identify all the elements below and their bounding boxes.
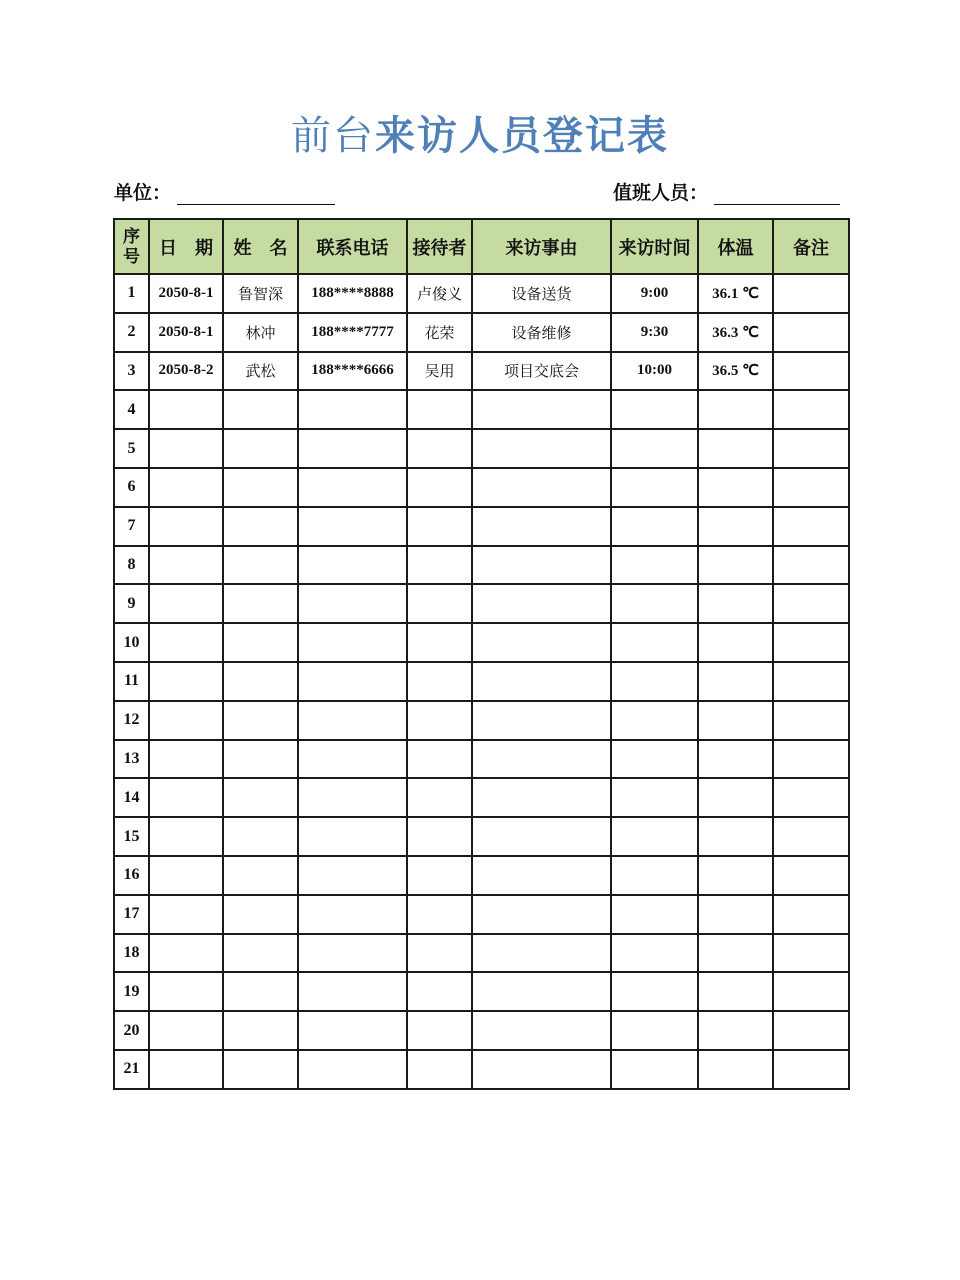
table-row: [114, 856, 849, 895]
cell-note[interactable]: [773, 468, 849, 507]
cell-note[interactable]: [773, 972, 849, 1011]
cell-note[interactable]: [773, 662, 849, 701]
cell-reason[interactable]: [472, 972, 611, 1011]
table-row: [114, 468, 849, 507]
cell-note[interactable]: [773, 546, 849, 585]
unit-label: 单位：: [114, 182, 172, 204]
table-row: [114, 778, 849, 817]
header-seq: 序号: [114, 219, 149, 274]
header-time: 来访时间: [611, 219, 698, 274]
cell-name[interactable]: [223, 740, 298, 779]
cell-time[interactable]: [611, 701, 698, 740]
cell-phone[interactable]: [298, 934, 407, 973]
cell-name[interactable]: 鲁智深: [223, 274, 298, 313]
table-row: [114, 934, 849, 973]
cell-no: 19: [114, 972, 149, 1011]
cell-phone[interactable]: [298, 895, 407, 934]
cell-note[interactable]: [773, 817, 849, 856]
cell-phone[interactable]: [298, 817, 407, 856]
cell-reason[interactable]: [472, 856, 611, 895]
cell-name[interactable]: 武松: [223, 352, 298, 391]
cell-phone[interactable]: [298, 778, 407, 817]
cell-date[interactable]: [149, 701, 223, 740]
cell-reason[interactable]: [472, 507, 611, 546]
cell-receiver[interactable]: [407, 662, 472, 701]
page-title: [0, 104, 960, 161]
cell-name[interactable]: [223, 895, 298, 934]
table-row: [114, 313, 849, 352]
cell-phone[interactable]: [298, 740, 407, 779]
cell-date[interactable]: [149, 817, 223, 856]
cell-note[interactable]: [773, 623, 849, 662]
header-name: 姓 名: [223, 219, 298, 274]
cell-temp[interactable]: [698, 895, 773, 934]
cell-no: 20: [114, 1011, 149, 1050]
cell-no: 8: [114, 546, 149, 585]
cell-date[interactable]: [149, 584, 223, 623]
cell-time[interactable]: [611, 429, 698, 468]
cell-temp[interactable]: [698, 623, 773, 662]
cell-receiver[interactable]: [407, 972, 472, 1011]
cell-no: 11: [114, 662, 149, 701]
title-part1: 前台: [291, 113, 375, 159]
cell-date[interactable]: [149, 468, 223, 507]
cell-no: 16: [114, 856, 149, 895]
cell-receiver[interactable]: [407, 468, 472, 507]
cell-name[interactable]: [223, 623, 298, 662]
cell-phone[interactable]: [298, 1050, 407, 1089]
cell-time[interactable]: [611, 740, 698, 779]
cell-no: 9: [114, 584, 149, 623]
cell-no: 12: [114, 701, 149, 740]
cell-time[interactable]: [611, 856, 698, 895]
visitor-register-table: [113, 218, 850, 1090]
cell-no: 21: [114, 1050, 149, 1089]
cell-temp[interactable]: [698, 778, 773, 817]
cell-phone[interactable]: [298, 468, 407, 507]
cell-date[interactable]: [149, 1050, 223, 1089]
cell-temp[interactable]: [698, 701, 773, 740]
cell-date[interactable]: 2050-8-1: [149, 313, 223, 352]
cell-note[interactable]: [773, 274, 849, 313]
cell-no: 7: [114, 507, 149, 546]
cell-name[interactable]: [223, 584, 298, 623]
cell-reason[interactable]: [472, 1050, 611, 1089]
cell-receiver[interactable]: [407, 701, 472, 740]
cell-temp[interactable]: [698, 429, 773, 468]
cell-name[interactable]: [223, 817, 298, 856]
cell-no: 10: [114, 623, 149, 662]
cell-no: 1: [114, 274, 149, 313]
cell-receiver[interactable]: [407, 390, 472, 429]
cell-date[interactable]: [149, 972, 223, 1011]
cell-phone[interactable]: [298, 662, 407, 701]
cell-time[interactable]: [611, 817, 698, 856]
table-row: [114, 895, 849, 934]
cell-reason[interactable]: 设备送货: [472, 274, 611, 313]
cell-reason[interactable]: [472, 817, 611, 856]
cell-reason[interactable]: [472, 1011, 611, 1050]
cell-time[interactable]: [611, 778, 698, 817]
table-row: [114, 352, 849, 391]
table-row: [114, 1011, 849, 1050]
cell-phone[interactable]: [298, 429, 407, 468]
cell-time[interactable]: [611, 390, 698, 429]
cell-receiver[interactable]: [407, 429, 472, 468]
cell-time[interactable]: [611, 972, 698, 1011]
cell-name[interactable]: [223, 1011, 298, 1050]
cell-temp[interactable]: [698, 972, 773, 1011]
cell-temp[interactable]: [698, 1011, 773, 1050]
table-row: [114, 623, 849, 662]
cell-reason[interactable]: 项目交底会: [472, 352, 611, 391]
cell-date[interactable]: [149, 623, 223, 662]
cell-date[interactable]: [149, 1011, 223, 1050]
cell-time[interactable]: 9:30: [611, 313, 698, 352]
cell-reason[interactable]: [472, 584, 611, 623]
cell-time[interactable]: [611, 623, 698, 662]
cell-phone[interactable]: [298, 507, 407, 546]
cell-reason[interactable]: [472, 468, 611, 507]
cell-no: 6: [114, 468, 149, 507]
cell-time[interactable]: 10:00: [611, 352, 698, 391]
cell-reason[interactable]: 设备维修: [472, 313, 611, 352]
cell-date[interactable]: 2050-8-1: [149, 274, 223, 313]
cell-reason[interactable]: [472, 740, 611, 779]
table-row: [114, 390, 849, 429]
header-reason: 来访事由: [472, 219, 611, 274]
cell-temp[interactable]: 36.5 ℃: [698, 352, 773, 391]
cell-temp[interactable]: [698, 1050, 773, 1089]
duty-field: [613, 178, 840, 205]
header-date: 日 期: [149, 219, 223, 274]
cell-date[interactable]: [149, 856, 223, 895]
cell-receiver[interactable]: [407, 507, 472, 546]
cell-phone[interactable]: [298, 623, 407, 662]
cell-time[interactable]: [611, 1050, 698, 1089]
table-row: [114, 546, 849, 585]
cell-note[interactable]: [773, 778, 849, 817]
cell-reason[interactable]: [472, 895, 611, 934]
cell-temp[interactable]: [698, 546, 773, 585]
cell-name[interactable]: [223, 934, 298, 973]
cell-name[interactable]: [223, 1050, 298, 1089]
cell-note[interactable]: [773, 429, 849, 468]
cell-receiver[interactable]: [407, 546, 472, 585]
cell-note[interactable]: [773, 1050, 849, 1089]
cell-reason[interactable]: [472, 701, 611, 740]
cell-date[interactable]: [149, 662, 223, 701]
table-row: [114, 817, 849, 856]
cell-note[interactable]: [773, 895, 849, 934]
table-row: [114, 701, 849, 740]
cell-name[interactable]: [223, 390, 298, 429]
cell-time[interactable]: [611, 662, 698, 701]
cell-temp[interactable]: [698, 390, 773, 429]
unit-field: [114, 178, 335, 205]
cell-note[interactable]: [773, 390, 849, 429]
cell-temp[interactable]: [698, 584, 773, 623]
cell-receiver[interactable]: [407, 934, 472, 973]
cell-date[interactable]: [149, 778, 223, 817]
cell-name[interactable]: [223, 429, 298, 468]
cell-note[interactable]: [773, 1011, 849, 1050]
cell-reason[interactable]: [472, 546, 611, 585]
cell-note[interactable]: [773, 584, 849, 623]
cell-date[interactable]: [149, 507, 223, 546]
cell-date[interactable]: 2050-8-2: [149, 352, 223, 391]
cell-phone[interactable]: 188****8888: [298, 274, 407, 313]
cell-temp[interactable]: [698, 856, 773, 895]
cell-temp[interactable]: [698, 662, 773, 701]
cell-receiver[interactable]: [407, 623, 472, 662]
cell-receiver[interactable]: [407, 584, 472, 623]
table-row: [114, 972, 849, 1011]
cell-no: 15: [114, 817, 149, 856]
cell-temp[interactable]: [698, 468, 773, 507]
table-row: [114, 740, 849, 779]
cell-time[interactable]: [611, 1011, 698, 1050]
cell-time[interactable]: [611, 895, 698, 934]
cell-no: 3: [114, 352, 149, 391]
cell-phone[interactable]: [298, 390, 407, 429]
header-row: [114, 219, 849, 274]
cell-time[interactable]: [611, 584, 698, 623]
header-note: 备注: [773, 219, 849, 274]
cell-note[interactable]: [773, 934, 849, 973]
table-row: [114, 584, 849, 623]
cell-reason[interactable]: [472, 390, 611, 429]
table-row: [114, 662, 849, 701]
cell-note[interactable]: [773, 313, 849, 352]
cell-no: 18: [114, 934, 149, 973]
cell-receiver[interactable]: [407, 740, 472, 779]
duty-input-line[interactable]: [714, 184, 840, 205]
cell-date[interactable]: [149, 546, 223, 585]
header-phone: 联系电话: [298, 219, 407, 274]
cell-no: 14: [114, 778, 149, 817]
cell-receiver[interactable]: [407, 778, 472, 817]
cell-receiver[interactable]: 卢俊义: [407, 274, 472, 313]
cell-temp[interactable]: [698, 934, 773, 973]
cell-note[interactable]: [773, 856, 849, 895]
cell-temp[interactable]: 36.1 ℃: [698, 274, 773, 313]
cell-no: 4: [114, 390, 149, 429]
cell-time[interactable]: [611, 468, 698, 507]
cell-name[interactable]: [223, 701, 298, 740]
cell-receiver[interactable]: [407, 817, 472, 856]
cell-phone[interactable]: [298, 1011, 407, 1050]
cell-time[interactable]: [611, 507, 698, 546]
table-row: [114, 1050, 849, 1089]
cell-name[interactable]: [223, 546, 298, 585]
cell-phone[interactable]: 188****6666: [298, 352, 407, 391]
cell-receiver[interactable]: [407, 1011, 472, 1050]
cell-phone[interactable]: 188****7777: [298, 313, 407, 352]
cell-no: 13: [114, 740, 149, 779]
unit-input-line[interactable]: [177, 184, 335, 205]
cell-time[interactable]: 9:00: [611, 274, 698, 313]
cell-receiver[interactable]: [407, 1050, 472, 1089]
title-part2: 来访人员登记表: [375, 112, 669, 159]
header-temp: 体温: [698, 219, 773, 274]
cell-date[interactable]: [149, 740, 223, 779]
cell-phone[interactable]: [298, 584, 407, 623]
cell-temp[interactable]: [698, 817, 773, 856]
cell-receiver[interactable]: [407, 856, 472, 895]
cell-name[interactable]: 林冲: [223, 313, 298, 352]
cell-temp[interactable]: [698, 507, 773, 546]
cell-reason[interactable]: [472, 778, 611, 817]
cell-phone[interactable]: [298, 856, 407, 895]
cell-name[interactable]: [223, 468, 298, 507]
cell-name[interactable]: [223, 662, 298, 701]
header-receiver: 接待者: [407, 219, 472, 274]
cell-time[interactable]: [611, 546, 698, 585]
cell-name[interactable]: [223, 778, 298, 817]
cell-receiver[interactable]: [407, 895, 472, 934]
cell-reason[interactable]: [472, 429, 611, 468]
cell-date[interactable]: [149, 895, 223, 934]
cell-date[interactable]: [149, 390, 223, 429]
cell-receiver[interactable]: 花荣: [407, 313, 472, 352]
cell-reason[interactable]: [472, 623, 611, 662]
cell-name[interactable]: [223, 856, 298, 895]
cell-reason[interactable]: [472, 934, 611, 973]
cell-date[interactable]: [149, 429, 223, 468]
cell-no: 17: [114, 895, 149, 934]
cell-note[interactable]: [773, 740, 849, 779]
cell-note[interactable]: [773, 507, 849, 546]
cell-date[interactable]: [149, 934, 223, 973]
cell-phone[interactable]: [298, 546, 407, 585]
cell-no: 2: [114, 313, 149, 352]
cell-time[interactable]: [611, 934, 698, 973]
table-row: [114, 274, 849, 313]
cell-phone[interactable]: [298, 701, 407, 740]
cell-temp[interactable]: [698, 740, 773, 779]
cell-no: 5: [114, 429, 149, 468]
cell-name[interactable]: [223, 507, 298, 546]
table-row: [114, 429, 849, 468]
cell-note[interactable]: [773, 701, 849, 740]
cell-note[interactable]: [773, 352, 849, 391]
cell-reason[interactable]: [472, 662, 611, 701]
duty-label: 值班人员：: [613, 182, 709, 204]
cell-phone[interactable]: [298, 972, 407, 1011]
cell-receiver[interactable]: 吴用: [407, 352, 472, 391]
cell-name[interactable]: [223, 972, 298, 1011]
table-row: [114, 507, 849, 546]
cell-temp[interactable]: 36.3 ℃: [698, 313, 773, 352]
